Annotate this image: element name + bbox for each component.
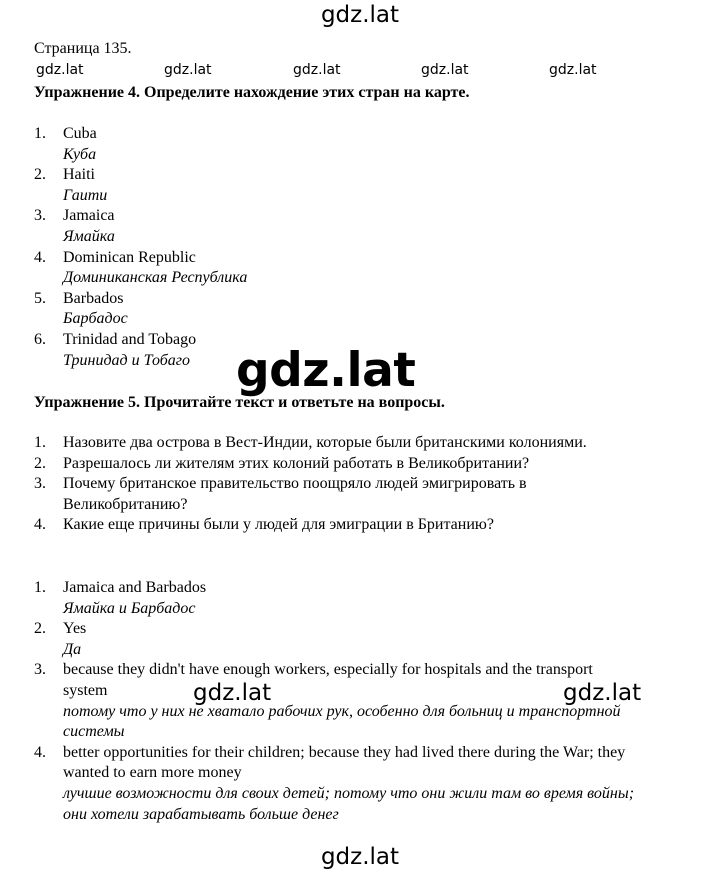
exercise-5-heading: Упражнение 5. Прочитайте текст и ответьте на вопросы. xyxy=(34,394,445,411)
list-item xyxy=(34,619,659,660)
list-item xyxy=(34,248,594,289)
country-name-ru: Барбадос xyxy=(63,310,128,328)
watermark-mid: gdz.lat xyxy=(563,680,642,706)
country-list xyxy=(34,124,594,371)
page-reference: Страница 135. xyxy=(34,40,132,57)
answer-text-en: because they didn't have enough workers, especially for hospitals and the transport system xyxy=(63,661,593,699)
list-item xyxy=(34,206,594,247)
item-number: 1. xyxy=(34,434,46,451)
list-item xyxy=(34,474,594,515)
item-number: 4. xyxy=(34,248,46,266)
answer-text-en: Yes xyxy=(63,620,87,638)
question-text: Разрешалось ли жителям этих колоний работать в Великобритании? xyxy=(63,454,530,472)
item-number: 3. xyxy=(34,475,46,493)
answer-text-ru: Да xyxy=(63,640,82,658)
item-number: 3. xyxy=(34,207,46,225)
item-number: 3. xyxy=(34,661,46,679)
watermark-top: gdz.lat xyxy=(320,2,400,28)
question-text: Почему британское правительство поощряло людей эмигрировать в Великобританию? xyxy=(63,475,527,513)
item-number: 4. xyxy=(34,743,46,761)
item-number: 2. xyxy=(34,454,46,472)
item-number: 1. xyxy=(34,125,46,142)
watermark-mid: gdz.lat xyxy=(193,680,272,706)
country-name-en: Haiti xyxy=(63,166,95,184)
country-name-en: Trinidad and Tobago xyxy=(63,330,197,348)
country-name-ru: Тринидад и Тобаго xyxy=(63,351,191,369)
watermark-large: gdz.lat xyxy=(236,343,416,398)
exercise-4-heading: Упражнение 4. Определите нахождение этих стран на карте. xyxy=(34,84,470,101)
list-item xyxy=(34,165,594,206)
list-item xyxy=(34,289,594,330)
answer-text-en: Jamaica and Barbados xyxy=(63,579,207,596)
country-name-en: Jamaica xyxy=(63,207,115,225)
watermark-row-item: gdz.lat xyxy=(293,62,341,78)
country-name-en: Dominican Republic xyxy=(63,248,196,266)
list-item xyxy=(34,454,594,475)
item-number: 1. xyxy=(34,579,46,596)
watermark-row-item: gdz.lat xyxy=(164,62,212,78)
answer-text-ru: Ямайка и Барбадос xyxy=(63,599,196,617)
country-name-ru: Куба xyxy=(63,145,97,163)
list-item xyxy=(34,433,594,454)
item-number: 2. xyxy=(34,620,46,638)
item-number: 5. xyxy=(34,289,46,307)
watermark-row-item: gdz.lat xyxy=(549,62,597,78)
country-name-ru: Ямайка xyxy=(63,227,115,245)
list-item xyxy=(34,124,594,165)
question-text: Назовите два острова в Вест-Индии, которые были британскими колониями. xyxy=(63,434,587,451)
watermark-bottom: gdz.lat xyxy=(320,844,400,870)
answer-text-en: better opportunities for their children; because they had lived there during the War; they wanted to earn more money xyxy=(63,743,626,782)
watermark-row-item: gdz.lat xyxy=(421,62,469,78)
item-number: 4. xyxy=(34,516,46,534)
list-item xyxy=(34,515,594,536)
country-name-en: Barbados xyxy=(63,289,124,307)
item-number: 2. xyxy=(34,166,46,184)
watermark-row-item: gdz.lat xyxy=(36,62,84,78)
question-text: Какие еще причины были у людей для эмиграции в Британию? xyxy=(63,516,494,534)
answer-text-ru: лучшие возможности для своих детей; потому что они жили там во время войны; они хотели зарабатывать больше денег xyxy=(63,784,635,823)
list-item xyxy=(34,578,659,619)
item-number: 6. xyxy=(34,330,46,348)
answer-text-ru: потому что у них не хватало рабочих рук, особенно для больниц и транспортной системы xyxy=(63,702,621,741)
country-name-en: Cuba xyxy=(63,125,97,142)
country-name-ru: Гаити xyxy=(63,186,108,204)
question-list xyxy=(34,433,594,536)
list-item xyxy=(34,743,659,825)
country-name-ru: Доминиканская Республика xyxy=(63,269,248,287)
